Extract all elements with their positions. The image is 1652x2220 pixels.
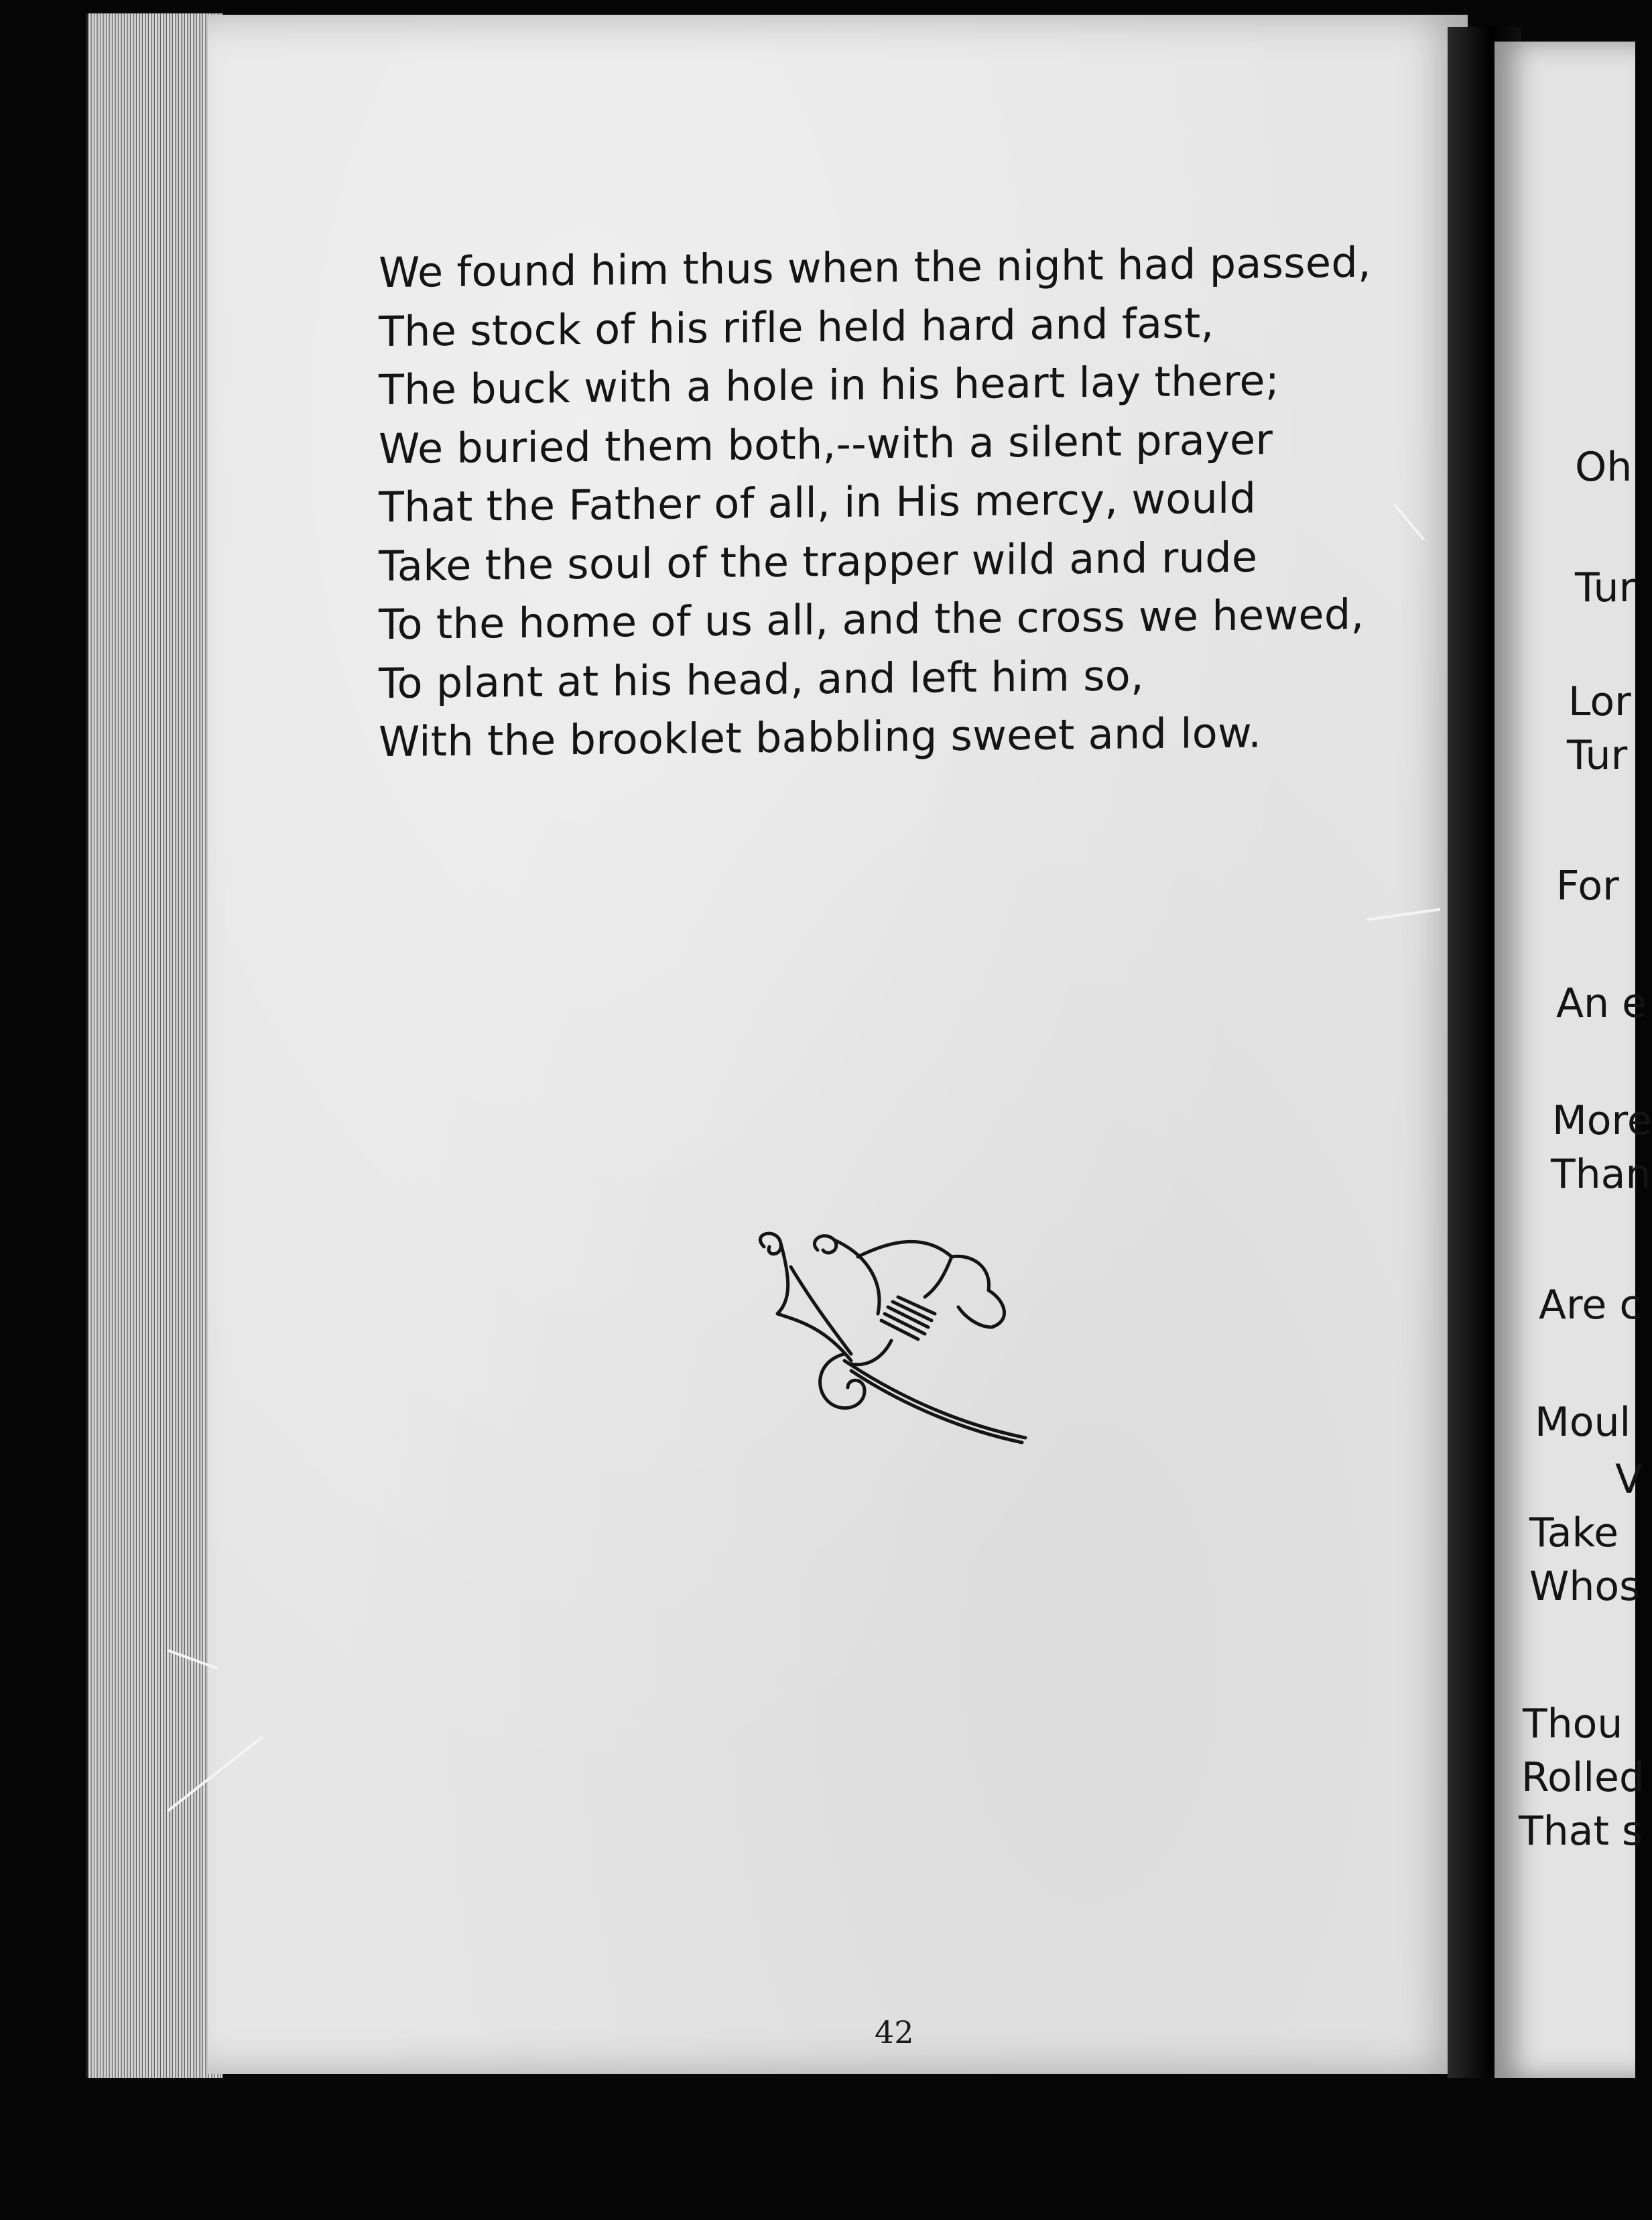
poem-line: With the brooklet babbling sweet and low. (379, 708, 1262, 767)
right-line-fragment: Oh (1575, 444, 1633, 491)
right-line-fragment: Tur (1575, 564, 1636, 611)
poem-line: We found him thus when the night had passed, (379, 237, 1371, 298)
right-line-fragment: Are c (1539, 1282, 1642, 1329)
right-line-fragment: Lor (1568, 678, 1631, 725)
right-line-fragment: Moul (1535, 1399, 1631, 1446)
poem-line: To plant at his head, and left him so, (379, 650, 1145, 708)
right-page-text-fragments (1495, 42, 1652, 2078)
right-line-fragment: Take (1529, 1509, 1619, 1556)
right-line-fragment: Rolled (1521, 1754, 1645, 1801)
poem-line: To the home of us all, and the cross we hewed, (379, 589, 1364, 650)
poem-stanza (379, 238, 1417, 766)
poem-line: That the Father of all, in His mercy, would (379, 473, 1257, 532)
page-number: 42 (875, 2014, 914, 2050)
right-line-fragment: An e (1556, 980, 1647, 1027)
right-line-fragment: For (1556, 863, 1619, 910)
poem-line: The buck with a hole in his heart lay there; (379, 356, 1280, 415)
right-line-fragment: Than (1551, 1151, 1651, 1198)
poem-line: We buried them both,--with a silent prayer (379, 414, 1273, 473)
right-line-fragment: That s (1519, 1808, 1643, 1855)
right-line-fragment: Whos (1529, 1563, 1641, 1610)
leaf-ornament-icon (751, 1227, 1039, 1448)
right-line-fragment: Tur (1567, 732, 1628, 779)
right-line-fragment: V (1615, 1456, 1643, 1503)
page-edges (86, 13, 223, 2078)
poem-line: The stock of his rifle held hard and fast, (379, 298, 1214, 356)
right-line-fragment: More (1552, 1097, 1652, 1144)
poem-line: Take the soul of the trapper wild and rude (379, 532, 1258, 591)
right-line-fragment: Thou (1523, 1701, 1623, 1747)
